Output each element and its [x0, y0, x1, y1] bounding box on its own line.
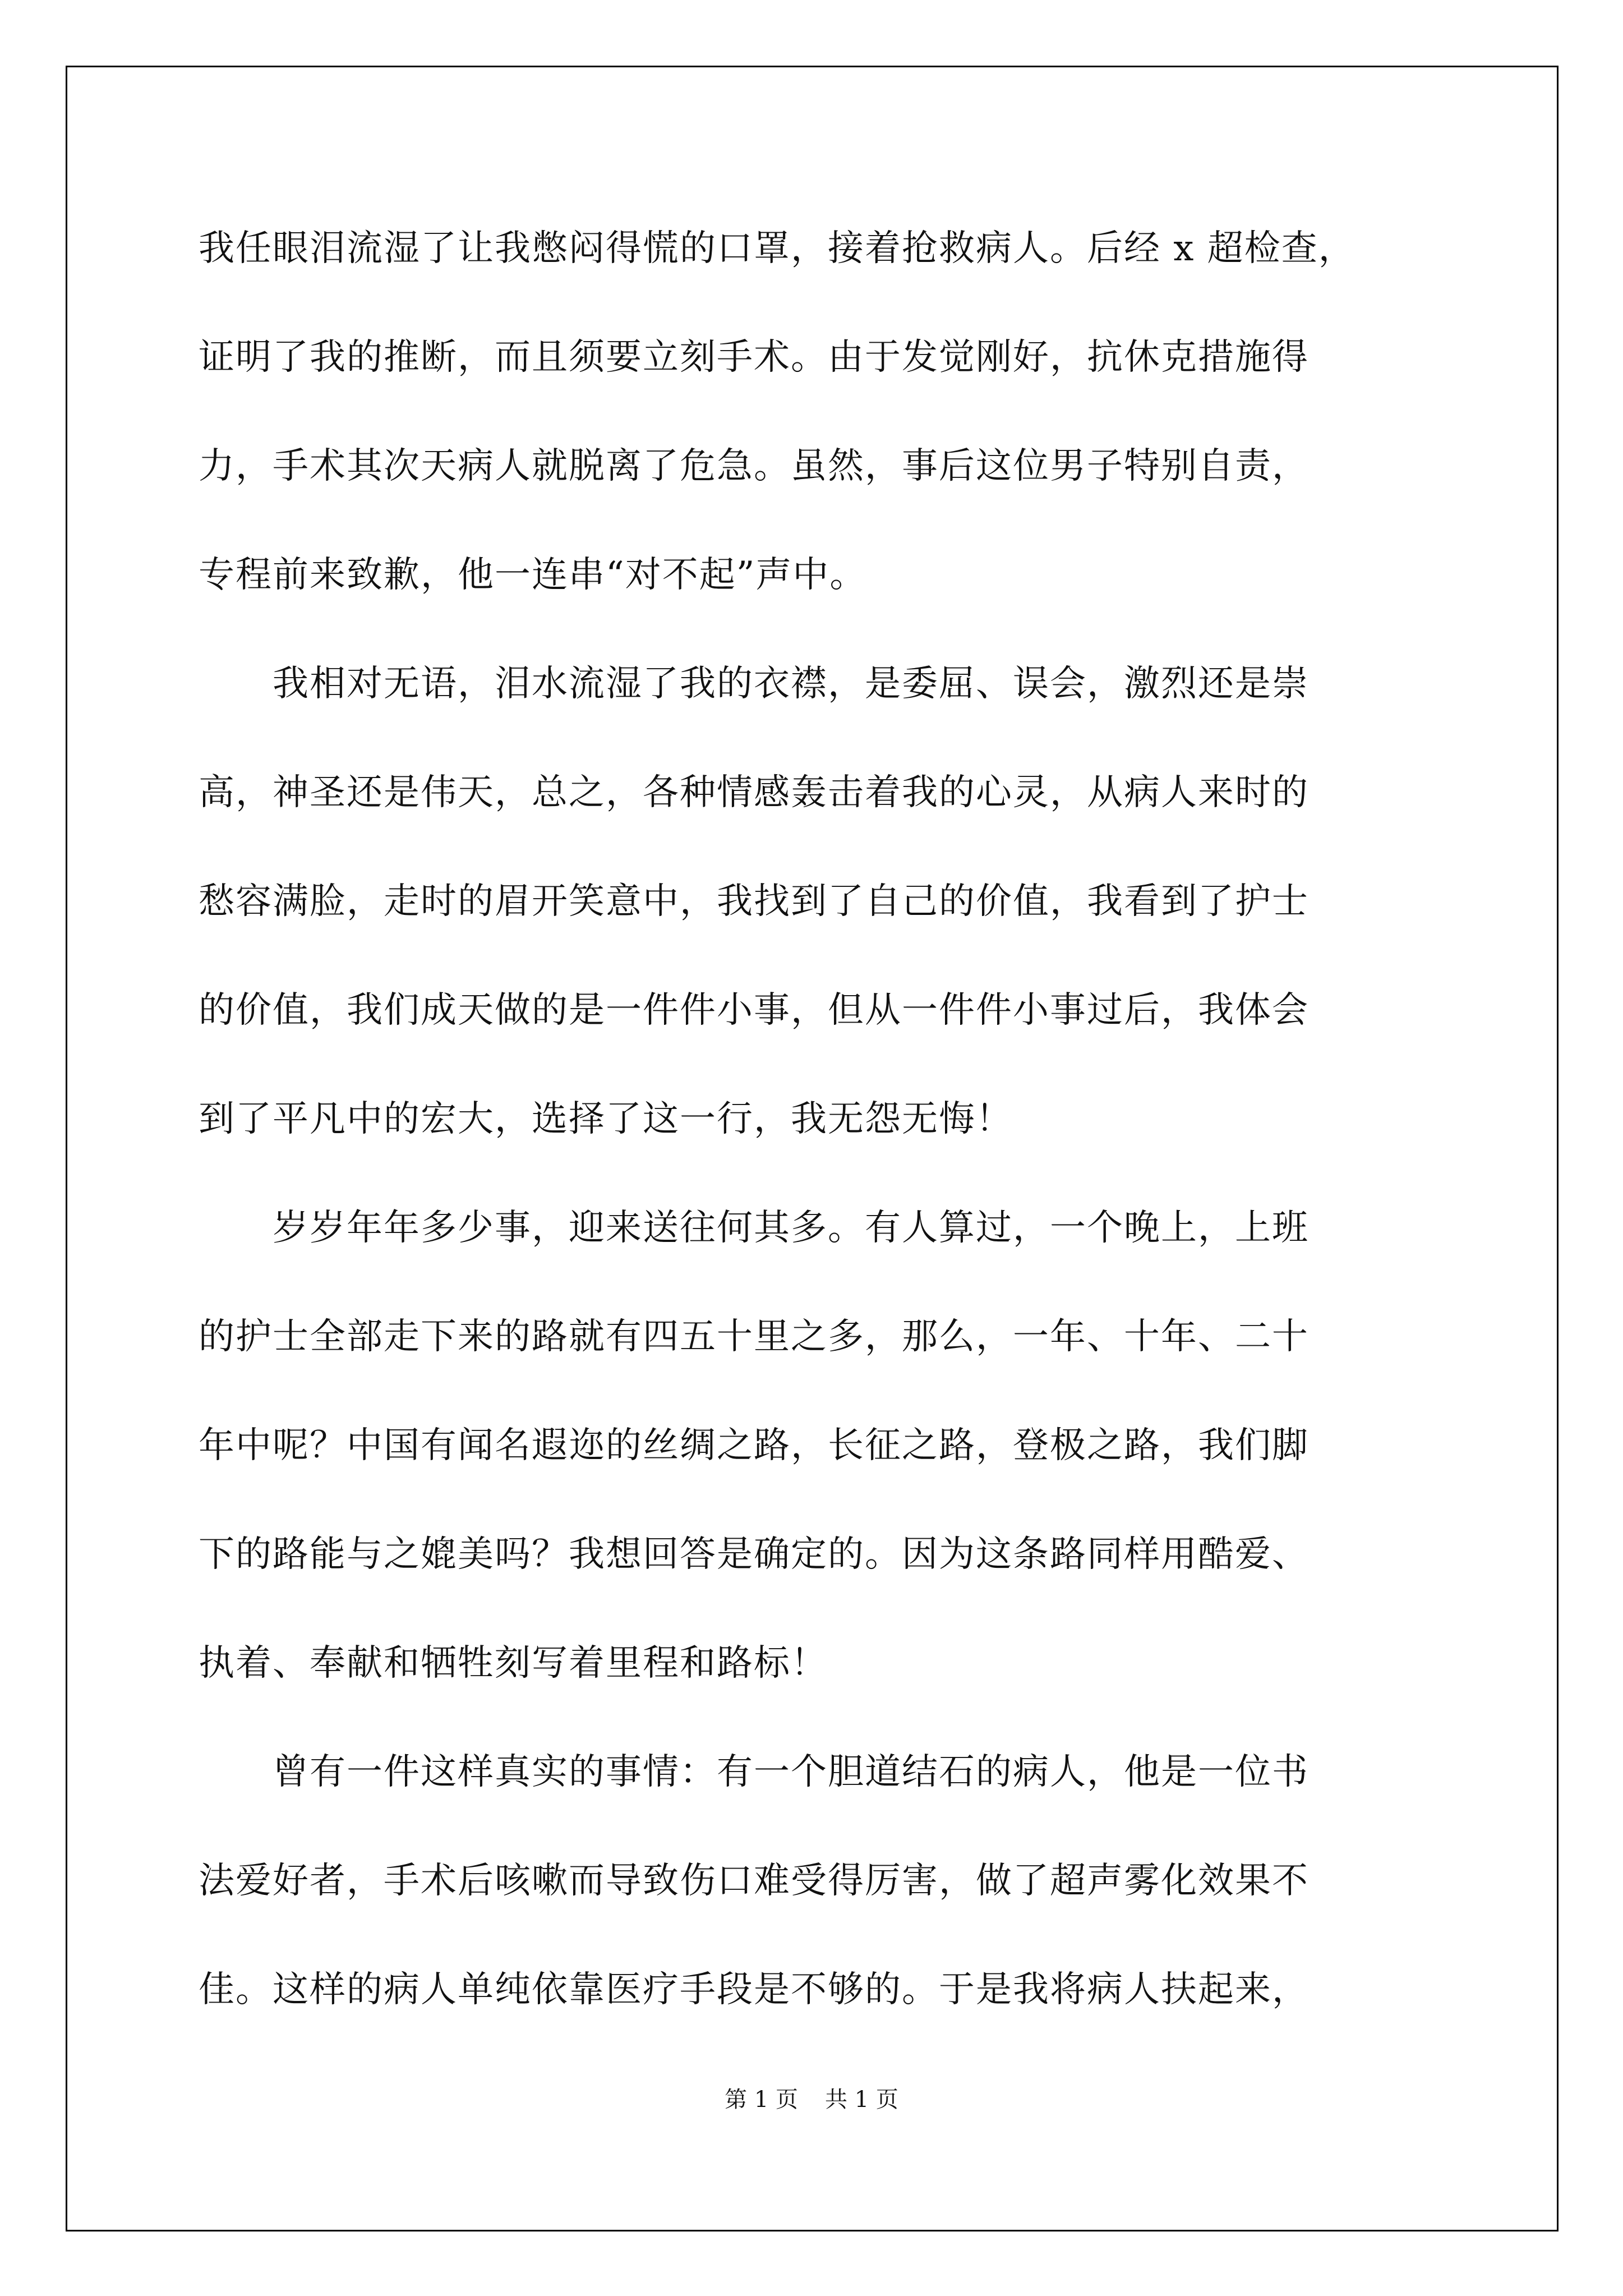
page-number: 第 1 页 — [725, 2087, 798, 2113]
text-line: 法爱好者，手术后咳嗽而导致伤口难受得厉害，做了超声雾化效果不 — [199, 1860, 1309, 1902]
page-total: 共 1 页 — [825, 2087, 898, 2113]
text-line: 下的路能与之媲美吗？我想回答是确定的。因为这条路同样用酷爱、 — [199, 1534, 1309, 1575]
text-line: 执着、奉献和牺牲刻写着里程和路标！ — [199, 1642, 828, 1684]
text-line: 年中呢？中国有闻名遐迩的丝绸之路，长征之路，登极之路，我们脚 — [199, 1425, 1309, 1466]
text-line: 高，神圣还是伟天，总之，各种情感轰击着我的心灵，从病人来时的 — [199, 772, 1309, 813]
text-line: 愁容满脸，走时的眉开笑意中，我找到了自己的价值，我看到了护士 — [199, 881, 1309, 922]
text-line: 到了平凡中的宏大，选择了这一行，我无怨无悔！ — [199, 1098, 1013, 1140]
text-line: 我任眼泪流湿了让我憋闷得慌的口罩，接着抢救病人。后经 x 超检查， — [199, 228, 1355, 269]
text-line: 证明了我的推断，而且须要立刻手术。由于发觉刚好，抗休克措施得 — [199, 337, 1309, 378]
text-line: 力，手术其次天病人就脱离了危急。虽然，事后这位男子特别自责， — [199, 445, 1309, 487]
text-line: 岁岁年年多少事，迎来送往何其多。有人算过，一个晚上，上班 — [199, 1207, 1309, 1249]
text-line: 专程前来致歉，他一连串“对不起”声中。 — [199, 554, 867, 596]
page-footer — [0, 2083, 1623, 2116]
text-line: 的价值，我们成天做的是一件件小事，但从一件件小事过后，我体会 — [199, 990, 1309, 1031]
text-line: 曾有一件这样真实的事情：有一个胆道结石的病人，他是一位书 — [199, 1751, 1309, 1793]
text-line: 佳。这样的病人单纯依靠医疗手段是不够的。于是我将病人扶起来， — [199, 1969, 1309, 2010]
text-line: 的护士全部走下来的路就有四五十里之多，那么，一年、十年、二十 — [199, 1316, 1309, 1358]
text-line: 我相对无语，泪水流湿了我的衣襟，是委屈、误会，激烈还是崇 — [199, 663, 1309, 705]
